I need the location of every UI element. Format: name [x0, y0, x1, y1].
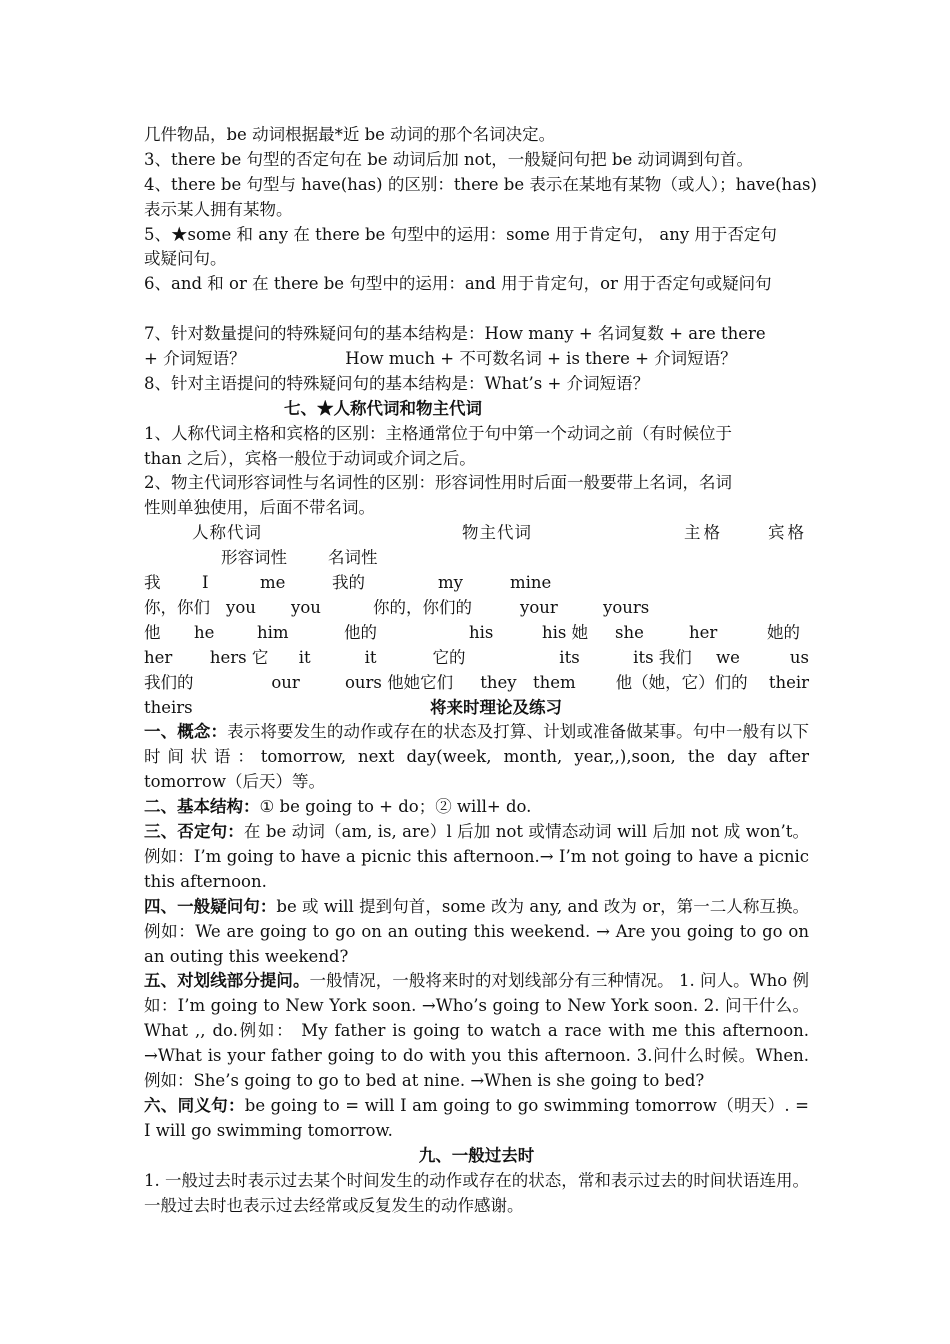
- table-cell: she: [615, 622, 644, 642]
- table-cell: they: [480, 672, 517, 692]
- paragraph-label: 四、一般疑问句：: [144, 896, 277, 916]
- paragraph-label: 六、同义句：: [144, 1095, 245, 1115]
- table-header-cell: 人称代词: [192, 523, 262, 543]
- table-cell: hers 它: [209, 647, 269, 667]
- text-line: + 介词短语？ How much + 不可数名词 + is there + 介词短语？: [144, 349, 737, 369]
- table-cell: he: [194, 622, 215, 642]
- table-cell: his: [469, 622, 494, 642]
- table-row: [144, 646, 809, 671]
- table-cell: 你的，你们的: [373, 597, 472, 617]
- paragraph-label: 三、否定句：: [144, 822, 244, 842]
- table-header-cell: 主格: [684, 523, 723, 543]
- table-cell: her: [689, 622, 718, 642]
- table-cell: him: [257, 622, 289, 642]
- table-cell: 它的: [432, 647, 466, 667]
- table-cell: 我们的: [144, 672, 194, 692]
- table-header-row: [144, 521, 809, 546]
- text-line: 表示某人拥有某物。: [144, 199, 293, 219]
- paragraph-label: 一、概念：: [144, 722, 228, 742]
- table-cell: your: [520, 597, 558, 617]
- table-header-row: [144, 546, 809, 571]
- table-row: [144, 571, 809, 596]
- table-cell: it: [364, 647, 377, 667]
- blank-line: [144, 297, 809, 322]
- text-line: 3、there be 句型的否定句在 be 动词后加 not，一般疑问句把 be 动词调到句首。: [144, 149, 754, 169]
- paragraph-text: 在 be 动词（am, is, are）l 后加 not 或情态动词 will 后加 not 成 won’t。例如：I’m going to have a picnic this afternoon.→ I’m not going to have a picnic this afternoon.: [144, 822, 809, 891]
- table-cell: 他: [144, 622, 161, 642]
- table-row: [144, 696, 809, 721]
- table-cell: me: [260, 573, 286, 593]
- table-cell: its 我们: [633, 647, 692, 667]
- paragraph-text: 表示将要发生的动作或存在的状态及打算、计划或准备做某事。句中一般有以下时间状语：tomorrow, next day(week, month, year,,),soon, the day after tomorrow（后天）等。: [144, 722, 810, 792]
- text-line: 2、物主代词形容词性与名词性的区别：形容词性用时后面一般要带上名词，名词: [144, 473, 732, 493]
- section-heading-past-tense: 九、一般过去时: [418, 1145, 535, 1165]
- text-line: 7、针对数量提问的特殊疑问句的基本结构是：How many + 名词复数 + are there: [144, 324, 766, 344]
- text-line: 8、针对主语提问的特殊疑问句的基本结构是：What’s + 介词短语？: [144, 373, 650, 393]
- table-cell: 他的: [344, 622, 377, 642]
- text-line: than 之后），宾格一般位于动词或介词之后。: [144, 448, 476, 468]
- text-line: 5、★some 和 any 在 there be 句型中的运用：some 用于肯定句， any 用于否定句: [144, 224, 777, 244]
- paragraph-text: ① be going to + do；② will+ do.: [259, 797, 532, 817]
- paragraph: 1. 一般过去时表示过去某个时间发生的动作或存在的状态，常和表示过去的时间状语连用。一般过去时也表示过去经常或反复发生的动作感谢。: [144, 1170, 809, 1215]
- table-cell: 他（她，它）们的: [615, 672, 748, 692]
- paragraph: [144, 969, 809, 1094]
- table-header-cell: 物主代词: [462, 523, 532, 543]
- table-cell: us: [789, 647, 810, 667]
- section-heading-future: 将来时理论及练习: [430, 697, 562, 717]
- table-header-cell: 名词性: [328, 548, 378, 568]
- table-cell: it: [298, 647, 311, 667]
- section-heading-pronouns: 七、★人称代词和物主代词: [284, 398, 482, 418]
- paragraph: [144, 820, 809, 895]
- table-header-cell: 形容词性: [221, 548, 287, 568]
- table-header-cell: 宾格: [768, 523, 807, 543]
- table-cell: yours: [603, 597, 650, 617]
- table-cell: we: [716, 647, 740, 667]
- paragraph: [144, 1094, 809, 1144]
- paragraph: [144, 720, 809, 795]
- paragraph-text: be going to = will I am going to go swimming tomorrow（明天）. = I will go swimming tomorrow.: [144, 1095, 809, 1140]
- table-cell: ours 他她它们: [344, 672, 454, 692]
- table-row: [144, 671, 809, 696]
- table-cell: theirs: [144, 697, 193, 717]
- text-line: 或疑问句。: [144, 249, 227, 269]
- table-cell: 你，你们: [144, 597, 210, 617]
- table-cell: them: [533, 672, 576, 692]
- paragraph: [144, 895, 809, 970]
- table-row: [144, 596, 809, 621]
- table-cell: you: [291, 597, 321, 617]
- table-cell: his 她: [542, 622, 589, 642]
- text-line: 4、there be 句型与 have(has) 的区别：there be 表示在某地有某物（或人）；have(has): [144, 174, 817, 194]
- paragraph: [144, 795, 809, 820]
- table-cell: 我: [144, 573, 161, 593]
- table-cell: I: [202, 573, 209, 593]
- document-page: [144, 123, 817, 1219]
- table-cell: mine: [510, 573, 552, 593]
- paragraph-text: 一般情况，一般将来时的对划线部分有三种情况。 1. 问人。Who 例如：I’m going to New York soon. →Who’s going to New York soon. 2. 问干什么。What ,, do.例如： My father is going to watch a race with me this afternoon. →What is your father going to do with you this afternoon. 3.问什么时候。When.例如：She’s going to go to bed at nine. →When is she going to bed?: [144, 971, 810, 1091]
- table-cell: my: [438, 573, 463, 593]
- table-cell: 她的: [767, 622, 800, 642]
- table-cell: you: [226, 597, 256, 617]
- table-row: [144, 621, 809, 646]
- text-line: 1、人称代词主格和宾格的区别：主格通常位于句中第一个动词之前（有时候位于: [144, 423, 732, 443]
- paragraph-text: be 或 will 提到句首，some 改为 any, and 改为 or，第一二人称互换。 例如：We are going to go on an outing this weekend. → Are you going to go on an outing this weekend?: [144, 896, 809, 966]
- table-cell: its: [559, 647, 580, 667]
- table-cell: her: [144, 647, 173, 667]
- table-cell: our: [271, 672, 300, 692]
- text-line: 6、and 和 or 在 there be 句型中的运用：and 用于肯定句，or 用于否定句或疑问句: [144, 274, 772, 294]
- table-cell: their: [768, 672, 809, 692]
- text-line: 几件物品，be 动词根据最*近 be 动词的那个名词决定。: [144, 125, 556, 144]
- paragraph-label: 五、对划线部分提问。: [144, 971, 310, 991]
- paragraph-label: 二、基本结构：: [144, 797, 260, 817]
- text-line: 性则单独使用，后面不带名词。: [144, 498, 375, 518]
- table-cell: 我的: [332, 573, 365, 593]
